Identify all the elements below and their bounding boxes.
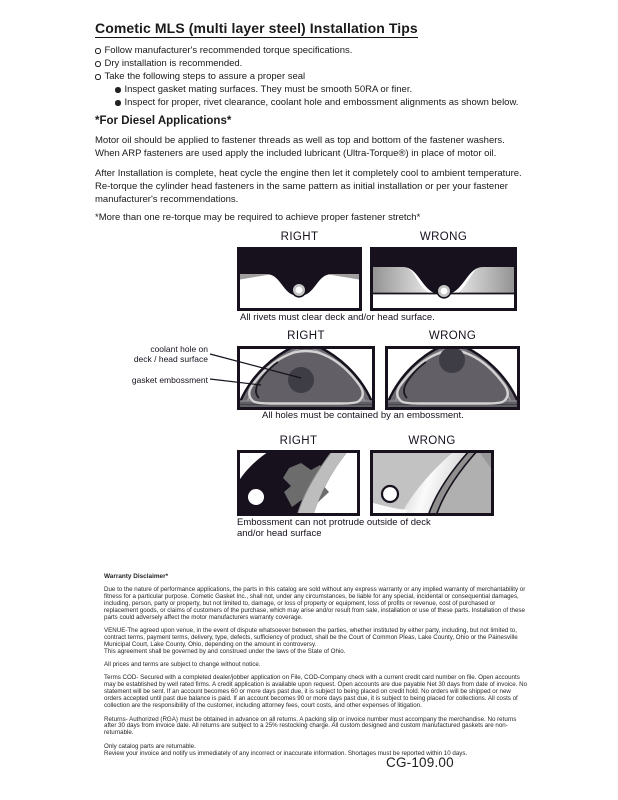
open-bullet-icon [95,48,101,54]
intro-bullet-list [95,44,518,109]
fig1-right-label: RIGHT [280,231,319,243]
venue-paragraph: VENUE-The agreed upon venue, in the event of dispute whatsoever between the parties, whether instituted by either party, including, but not limited to, contract terms, payment terms, delivery, type, defects, sufficiency of product, shall be the Court of Common Pleas, Lake County, Ohio or the Painesville Municipal Court, Lake County, Ohio, depending on the amount in controversy. [104,626,518,648]
warranty-heading: Warranty Disclaimer* [104,573,169,580]
rivet-wrong-diagram [370,247,517,311]
warranty-paragraph: Due to the nature of performance applications, the parts in this catalog are sold without any express warranty or any implied warranty of merchantability or fitness for a particular purpose. Cometic Gasket Inc., shall not, under any circumstances, be liable for any special, incidental or consequential damages, including, person, party or property, but not limited to, damage, or loss of property or equipment, loss of profits or revenue, cost of purchased or replacement goods, or claims of customers of the purchase, which may arise and/or result from sale, installation or use of these parts. Installation of these parts could adversely affect the motor manufacturers warranty coverage. [104,585,526,621]
coolant-hole-label: coolant hole on deck / head surface [133,344,208,364]
filled-bullet-icon [115,87,121,93]
page-title: Cometic MLS (multi layer steel) Installation Tips [95,20,418,36]
page-code: CG-109.00 [386,755,454,770]
fig2-wrong-label: WRONG [428,330,477,342]
sub-bullet-item [115,96,518,109]
fig1-caption: All rivets must clear deck and/or head surface. [240,312,435,323]
fig3-wrong-label: WRONG [408,435,456,447]
protrude-right-diagram [237,450,360,516]
open-bullet-icon [95,74,101,80]
gasket-embossment-label: gasket embossment [131,375,208,385]
bullet-item [95,44,518,57]
diesel-paragraph-3: *More than one re-torque may be required to achieve proper fastener stretch* [95,212,421,223]
bullet-label: Inspect gasket mating surfaces. They must be smooth 50RA or finer. [124,84,413,95]
fig2-caption: All holes must be contained by an embossment. [262,410,464,421]
returns-paragraph: Returns- Authorized (RGA) must be obtained in advance on all returns. A packing slip or invoice number must accompany the merchandise. No returns after 30 days from invoice date. All returns are subject to a 25% restocking charge. All custom designed and custom manufactured gaskets are non-returnable. [104,715,517,737]
terms-paragraph: Terms COD- Secured with a completed dealer/jobber application on File, COD-Company check with a current credit card number on file. Open accounts may be established by well rated firms. A credit application is available upon request. Open accounts are due payable Net 30 days from date of invoice. No statement will be sent. If an account becomes 60 or more days past due, it is subject to being placed on credit hold. No orders will be shipped or new orders accepted until past due balance is paid. If an account becomes 90 or more days past due, it is subject to being placed for collections. All costs of collection are the responsibility of the customer, including attorney fees, court costs, and other expenses of litigation. [104,674,528,710]
diesel-section-heading: *For Diesel Applications* [95,115,232,127]
diesel-paragraph-2: After Installation is complete, heat cycle the engine then let it completely cool to ambient temperature. Re-torque the cylinder head fasteners in the same pattern as initial installation or per your fastener manufacturer's recommendations. [95,168,522,206]
embossment-wrong-diagram [385,346,520,410]
invoice-review-line: Review your invoice and notify us immediately of any incorrect or inaccurate information. Shortages must be reported within 10 days. [104,749,468,757]
diesel-paragraph-1: Motor oil should be applied to fastener threads as well as top and bottom of the fastener washers. When ARP fasteners are used apply the included lubricant (Ultra-Torque®) in place of motor oil. [95,135,505,160]
fig3-right-label: RIGHT [279,435,318,447]
prices-paragraph: All prices and terms are subject to change without notice. [104,661,261,669]
open-bullet-icon [95,61,101,67]
rivet-right-diagram [237,247,362,311]
fig2-right-label: RIGHT [287,330,325,342]
sub-bullet-item [115,83,518,96]
leader-lines [205,348,315,393]
legal-disclaimer [104,574,528,758]
bullet-item [95,57,518,70]
governing-law-line: This agreement shall be governed by and construed under the laws of the State of Ohio. [104,647,346,655]
fig1-wrong-label: WRONG [419,231,468,243]
bullet-item [95,70,518,83]
bullet-label: Take the following steps to assure a proper seal [104,71,306,82]
catalog-parts-line: Only catalog parts are returnable. [104,742,196,750]
bullet-label: Dry installation is recommended. [104,58,243,69]
fig3-caption: Embossment can not protrude outside of deck and/or head surface [237,517,431,539]
bullet-label: Inspect for proper, rivet clearance, coolant hole and embossment alignments as shown below. [124,97,519,108]
filled-bullet-icon [115,100,121,106]
protrude-wrong-diagram [370,450,494,516]
bullet-label: Follow manufacturer's recommended torque specifications. [104,45,353,56]
